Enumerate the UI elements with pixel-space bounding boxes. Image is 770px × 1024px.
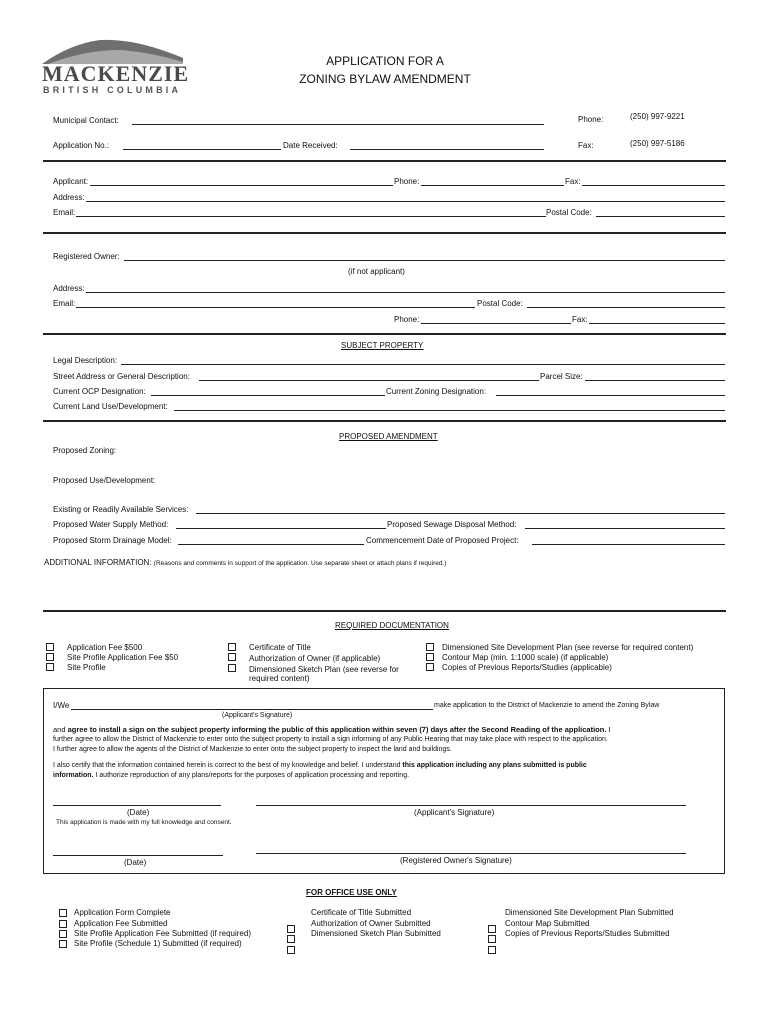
services-field[interactable] (196, 513, 725, 514)
date-2-field[interactable] (53, 855, 223, 856)
iwe-label: I/We (53, 701, 70, 710)
decl-p2-bold-2: information. (53, 772, 94, 779)
phone-label: Phone: (578, 115, 604, 124)
checkbox-office-certificate[interactable] (287, 925, 295, 933)
parcel-size-label: Parcel Size: (540, 372, 583, 381)
checkbox-office-authorization[interactable] (287, 935, 295, 943)
applicant-field[interactable] (90, 185, 393, 186)
zoning-designation-label: Current Zoning Designation: (386, 387, 487, 396)
owner-fax-field[interactable] (589, 323, 725, 324)
checkbox-application-fee[interactable] (46, 643, 54, 651)
additional-info-field[interactable] (44, 572, 726, 608)
proposed-use-label: Proposed Use/Development: (53, 476, 156, 485)
applicant-phone-field[interactable] (421, 185, 564, 186)
applicant-signature-caption: (Applicant's Signature) (414, 808, 495, 817)
doc-site-profile: Site Profile (67, 663, 106, 672)
doc-authorization-owner: Authorization of Owner (if applicable) (249, 654, 381, 663)
checkbox-office-site-profile-fee[interactable] (59, 930, 67, 938)
storm-drainage-label: Proposed Storm Drainage Model: (53, 536, 172, 545)
office-fee-submitted: Application Fee Submitted (74, 919, 168, 928)
sewage-disposal-label: Proposed Sewage Disposal Method: (387, 520, 517, 529)
divider (43, 333, 726, 335)
if-not-applicant-note: (if not applicant) (348, 267, 405, 276)
services-label: Existing or Readily Available Services: (53, 505, 189, 514)
declaration-paragraph-2-line-2 (53, 771, 409, 781)
land-use-label: Current Land Use/Development: (53, 402, 168, 411)
decl-p1-start: and (53, 725, 68, 734)
owner-phone-label: Phone: (394, 315, 420, 324)
doc-site-development-plan: Dimensioned Site Development Plan (see reverse for required content) (442, 643, 694, 652)
ocp-designation-field[interactable] (151, 395, 385, 396)
checkbox-office-fee-submitted[interactable] (59, 920, 67, 928)
zoning-designation-field[interactable] (496, 395, 725, 396)
divider (43, 160, 726, 162)
office-site-development: Dimensioned Site Development Plan Submitted (505, 908, 674, 917)
office-site-profile-fee: Site Profile Application Fee Submitted (if required) (74, 929, 251, 938)
logo-subtitle: BRITISH COLUMBIA (43, 85, 182, 95)
water-supply-field[interactable] (176, 528, 386, 529)
owner-email-field[interactable] (76, 307, 475, 308)
applicant-fax-label: Fax: (565, 177, 581, 186)
owner-signature-caption: (Registered Owner's Signature) (400, 856, 512, 865)
owner-postal-label: Postal Code: (477, 299, 523, 308)
checkbox-office-contour-map[interactable] (488, 935, 496, 943)
checkbox-office-site-development[interactable] (488, 925, 496, 933)
application-no-label: Application No.: (53, 141, 110, 150)
title-line-2: ZONING BYLAW AMENDMENT (299, 72, 471, 86)
applicant-name-field[interactable] (71, 709, 433, 710)
legal-description-field[interactable] (121, 364, 725, 365)
parcel-size-field[interactable] (585, 380, 725, 381)
logo-name: MACKENZIE (42, 61, 190, 86)
date-2-caption: (Date) (124, 858, 147, 867)
make-application-text: make application to the District of Mackenzie to amend the Zoning Bylaw (434, 702, 660, 709)
subject-property-heading: SUBJECT PROPERTY (341, 341, 424, 350)
applicant-address-field[interactable] (86, 201, 725, 202)
decl-p2-start: I also certify that the information contained herein is correct to the best of my knowledge and belief. I understand (53, 762, 403, 769)
declaration-paragraph-2 (53, 761, 587, 771)
owner-email-label: Email: (53, 299, 76, 308)
fax-label: Fax: (578, 141, 594, 150)
checkbox-site-profile[interactable] (46, 663, 54, 671)
office-use-heading: FOR OFFICE USE ONLY (306, 888, 397, 897)
page-title (280, 52, 490, 88)
checkbox-certificate-title[interactable] (228, 643, 236, 651)
declaration-paragraph-1-line-2: further agree to allow the District of Mackenzie to enter onto the subject property to install a sign informing of any Public Hearing that may take place with respect to the application. (53, 736, 608, 743)
legal-description-label: Legal Description: (53, 356, 118, 365)
checkbox-office-previous-reports[interactable] (488, 946, 496, 954)
applicant-postal-field[interactable] (596, 216, 725, 217)
municipal-contact-field[interactable] (132, 124, 544, 125)
applicant-email-field[interactable] (76, 216, 546, 217)
divider (43, 232, 726, 234)
date-received-label: Date Received: (283, 141, 338, 150)
checkbox-sketch-plan[interactable] (228, 664, 236, 672)
owner-signature-field[interactable] (256, 853, 686, 854)
owner-fax-label: Fax: (572, 315, 588, 324)
office-authorization: Authorization of Owner Submitted (311, 919, 431, 928)
doc-sketch-plan: Dimensioned Sketch Plan (see reverse for (249, 665, 399, 674)
applicant-signature-field[interactable] (256, 805, 686, 806)
phone-value: (250) 997-9221 (630, 112, 685, 121)
decl-p2-end: I authorize reproduction of any plans/reports for the purposes of application processing and reporting. (93, 772, 410, 779)
street-address-field[interactable] (199, 380, 539, 381)
applicant-label: Applicant: (53, 177, 89, 186)
street-address-label: Street Address or General Description: (53, 372, 190, 381)
land-use-field[interactable] (174, 410, 725, 411)
date-received-field[interactable] (350, 149, 544, 150)
required-documentation-heading: REQUIRED DOCUMENTATION (335, 621, 449, 630)
fax-value: (250) 997-5186 (630, 139, 685, 148)
consent-text: This application is made with my full knowledge and consent. (56, 819, 232, 826)
commencement-date-field[interactable] (532, 544, 725, 545)
office-certificate: Certificate of Title Submitted (311, 908, 412, 917)
doc-site-profile-fee: Site Profile Application Fee $50 (67, 653, 179, 662)
applicant-phone-label: Phone: (394, 177, 420, 186)
divider (43, 420, 726, 422)
checkbox-office-site-profile[interactable] (59, 940, 67, 948)
doc-sketch-plan-cont: required content) (249, 674, 310, 683)
application-no-field[interactable] (123, 149, 281, 150)
owner-address-field[interactable] (86, 292, 725, 293)
doc-certificate-title: Certificate of Title (249, 643, 311, 652)
commencement-date-label: Commencement Date of Proposed Project: (366, 536, 519, 545)
checkbox-authorization-owner[interactable] (228, 653, 236, 661)
declaration-paragraph-1-line-3: I further agree to allow the agents of the District of Mackenzie to enter onto the subject property to inspect the land and buildings. (53, 746, 452, 753)
water-supply-label: Proposed Water Supply Method: (53, 520, 169, 529)
sewage-disposal-field[interactable] (525, 528, 725, 529)
owner-postal-field[interactable] (527, 307, 725, 308)
office-sketch-plan: Dimensioned Sketch Plan Submitted (311, 929, 441, 938)
date-1-field[interactable] (53, 805, 221, 806)
ocp-designation-label: Current OCP Designation: (53, 387, 146, 396)
checkbox-site-development-plan[interactable] (426, 643, 434, 651)
office-previous-reports: Copies of Previous Reports/Studies Submitted (505, 929, 670, 938)
checkbox-office-form-complete[interactable] (59, 909, 67, 917)
office-site-profile: Site Profile (Schedule 1) Submitted (if required) (74, 939, 242, 948)
checkbox-site-profile-fee[interactable] (46, 653, 54, 661)
applicant-address-label: Address: (53, 193, 85, 202)
additional-info-note: (Reasons and comments in support of the application. Use separate sheet or attach plans if required.) (153, 560, 447, 567)
applicant-postal-label: Postal Code: (546, 208, 592, 217)
owner-address-label: Address: (53, 284, 85, 293)
office-form-complete: Application Form Complete (74, 908, 171, 917)
checkbox-office-sketch-plan[interactable] (287, 946, 295, 954)
declaration-box (43, 688, 725, 874)
proposed-zoning-label: Proposed Zoning: (53, 446, 117, 455)
declaration-paragraph-1 (53, 725, 611, 735)
doc-application-fee: Application Fee $500 (67, 643, 143, 652)
checkbox-previous-reports[interactable] (426, 663, 434, 671)
registered-owner-label: Registered Owner: (53, 252, 120, 261)
decl-p2-bold-1: this application including any plans submitted is public (402, 762, 587, 769)
storm-drainage-field[interactable] (178, 544, 364, 545)
additional-info (44, 558, 446, 569)
proposed-amendment-heading: PROPOSED AMENDMENT (339, 432, 438, 441)
additional-info-label: ADDITIONAL INFORMATION: (44, 558, 152, 567)
owner-phone-field[interactable] (421, 323, 571, 324)
applicants-signature-caption: (Applicant's Signature) (222, 712, 293, 719)
title-line-1: APPLICATION FOR A (326, 54, 444, 68)
date-1-caption: (Date) (127, 808, 150, 817)
doc-contour-map: Contour Map (min. 1:1000 scale) (if applicable) (442, 653, 609, 662)
checkbox-contour-map[interactable] (426, 653, 434, 661)
applicant-fax-field[interactable] (582, 185, 725, 186)
decl-p1-bold: agree to install a sign on the subject property informing the public of this application within seven (7) days after the Second Reading of the application. (67, 725, 607, 734)
doc-previous-reports: Copies of Previous Reports/Studies (applicable) (442, 663, 612, 672)
applicant-email-label: Email: (53, 208, 76, 217)
office-contour-map: Contour Map Submitted (505, 919, 590, 928)
municipal-contact-label: Municipal Contact: (53, 116, 119, 125)
decl-p1-end: I (606, 725, 611, 734)
registered-owner-field[interactable] (124, 260, 725, 261)
divider (43, 610, 726, 612)
